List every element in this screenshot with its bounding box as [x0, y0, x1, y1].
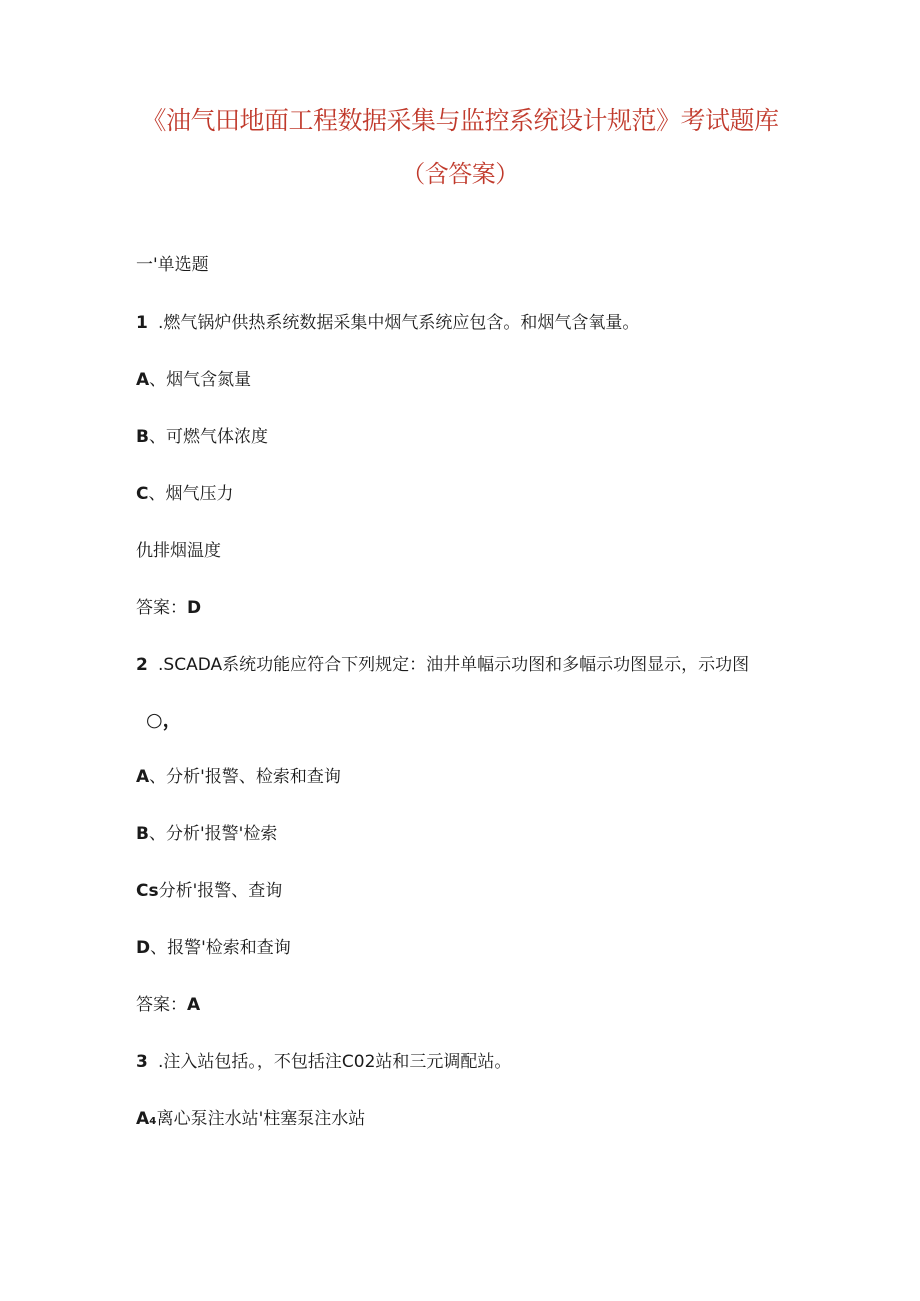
- option-separator: 、: [150, 938, 168, 958]
- question-1-option-b: [136, 422, 268, 447]
- section-heading: 一'单选题: [136, 255, 209, 275]
- document-title-line-2: （含答案）: [401, 160, 519, 188]
- answer-value: D: [187, 598, 202, 618]
- answer-value: A: [187, 995, 201, 1015]
- option-separator: 、: [148, 427, 166, 447]
- question-text: .SCADA系统功能应符合下列规定：油井单幅示功图和多幅示功图显示，示功图: [158, 655, 750, 675]
- question-text: .注入站包括。，不包括注C02站和三元调配站。: [158, 1052, 512, 1072]
- option-label: A: [136, 370, 150, 390]
- option-separator: 、: [149, 767, 167, 787]
- question-2-answer: [136, 990, 200, 1015]
- question-text: .燃气锅炉供热系统数据采集中烟气系统应包含。和烟气含氧量。: [158, 313, 640, 333]
- option-text: 可燃气体浓度: [165, 427, 268, 447]
- option-text: 烟气含氮量: [166, 370, 252, 390]
- option-text: 仇排烟温度: [136, 541, 221, 561]
- answer-label: 答案：: [136, 598, 187, 618]
- option-label: A₄: [136, 1109, 157, 1129]
- option-text: 报警'检索和查询: [167, 938, 291, 958]
- question-1-option-d: [136, 536, 221, 561]
- question-2-option-d: [136, 933, 291, 958]
- question-2-continuation: ○，: [146, 709, 182, 731]
- option-label: Cs: [136, 881, 159, 901]
- question-1-option-a: [136, 365, 251, 390]
- question-2: [136, 650, 749, 675]
- question-3-option-a: [136, 1104, 365, 1129]
- question-2-option-c: [136, 876, 282, 901]
- question-2-option-b: [136, 819, 277, 844]
- option-separator: 、: [148, 824, 166, 844]
- option-separator: 、: [148, 484, 166, 504]
- option-text: 分析'报警'检索: [165, 824, 278, 844]
- option-text: 离心泵注水站'柱塞泵注水站: [156, 1109, 366, 1129]
- answer-label: 答案：: [136, 995, 187, 1015]
- question-1-answer: [136, 593, 201, 618]
- document-title-line-1: 《油气田地面工程数据采集与监控系统设计规范》考试题库: [141, 106, 779, 135]
- option-text: 烟气压力: [165, 484, 234, 504]
- option-label: A: [136, 767, 150, 787]
- question-2-option-a: [136, 762, 341, 787]
- option-label: C: [136, 484, 149, 504]
- question-number: 1: [136, 313, 148, 333]
- option-text: 分析'报警、查询: [158, 881, 283, 901]
- option-label: B: [136, 427, 149, 447]
- question-1-option-c: [136, 479, 233, 504]
- question-number: 2: [136, 655, 148, 675]
- option-text: 分析'报警、检索和查询: [166, 767, 341, 787]
- question-1: [136, 308, 639, 333]
- option-label: D: [136, 938, 151, 958]
- option-label: B: [136, 824, 149, 844]
- option-separator: 、: [149, 370, 167, 390]
- question-number: 3: [136, 1052, 148, 1072]
- question-3: [136, 1047, 511, 1072]
